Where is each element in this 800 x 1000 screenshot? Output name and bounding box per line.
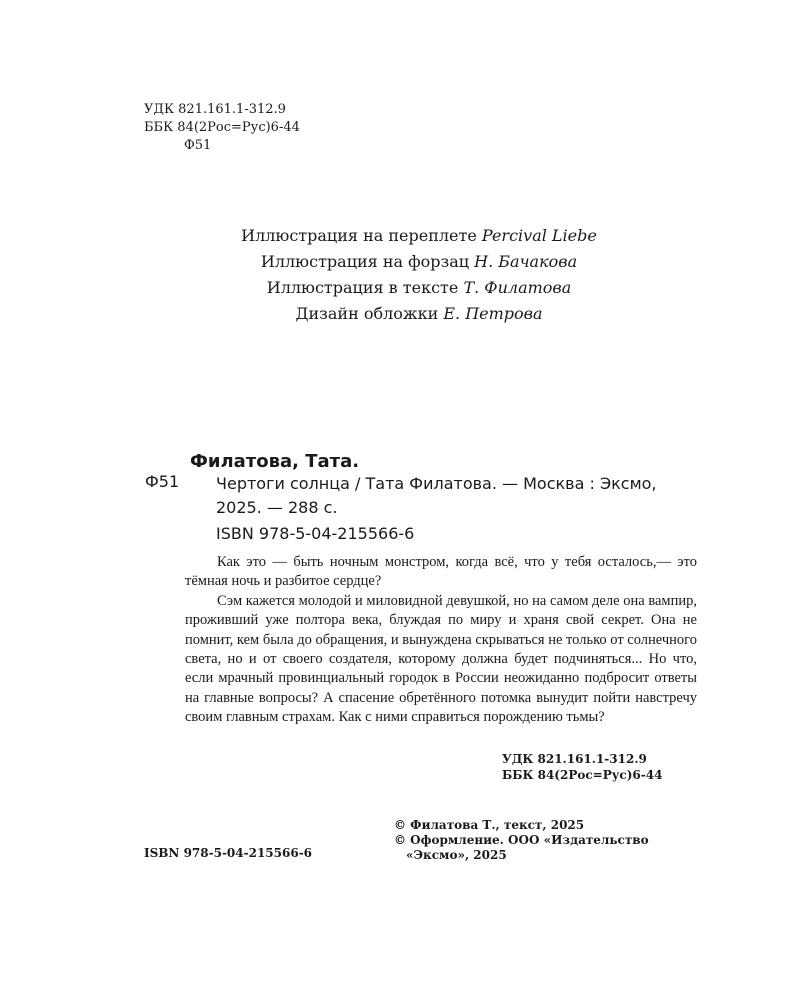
annotation [185, 553, 697, 728]
credit-name: Н. Бачакова [474, 252, 578, 271]
bottom-bbk-code: ББК 84(2Рос=Рус)6-44 [502, 768, 663, 782]
udk-code: УДК 821.161.1-312.9 [144, 102, 286, 117]
credit-name: Т. Филатова [463, 278, 572, 297]
bib-author-sign: Ф51 [145, 472, 180, 491]
credit-line-text-illustration [0, 275, 800, 301]
credit-line-endpaper [0, 249, 800, 275]
bib-title-line: Чертоги солнца / Тата Филатова. — Москва : Эксмо, 2025. — 288 с. [216, 474, 657, 517]
bottom-classification-codes [502, 751, 662, 783]
copyright-design: © Оформление. ООО «Издательство [394, 833, 649, 847]
credit-name: Percival Liebe [481, 226, 597, 245]
isbn-bottom: ISBN 978-5-04-215566-6 [144, 846, 313, 860]
credits-block [0, 223, 800, 327]
annotation-paragraph: Сэм кажется молодой и миловидной девушкой, но на самом деле она вампир, проживший уже полтора века, блуждая по миру и храня свой секрет. Она не помнит, кем была до обращения, и вынуждена скрываться не только от солнечного света, но и от своего создателя, которому должна будет подчиняться... Но что, если мрачный провинциальный городок в России неожиданно подбросит ответы на главные вопросы? А спасение обретённого потомка вынудит пойти навстречу своим главным страхам. Как с ними справиться порождению тьмы? [185, 592, 697, 726]
credit-label: Дизайн обложки [295, 304, 444, 323]
bottom-udk-code: УДК 821.161.1-312.9 [502, 752, 647, 766]
author-sign: Ф51 [184, 138, 212, 153]
top-classification-codes [144, 101, 300, 155]
bib-author: Филатова, Тата. [190, 451, 360, 472]
copyright-block [394, 818, 649, 863]
credit-label: Иллюстрация на форзац [260, 252, 475, 271]
credit-line-cover-design [0, 301, 800, 327]
credit-line-cover [0, 223, 800, 249]
credit-label: Иллюстрация на переплете [241, 226, 482, 245]
bbk-code: ББК 84(2Рос=Рус)6-44 [144, 120, 300, 135]
copyright-text: © Филатова Т., текст, 2025 [394, 818, 585, 832]
copyright-design-cont: «Эксмо», 2025 [406, 848, 507, 862]
credit-label: Иллюстрация в тексте [266, 278, 464, 297]
credit-name: Е. Петрова [443, 304, 543, 323]
annotation-paragraph: Как это — быть ночным монстром, когда всё, что у тебя осталось,— это тёмная ночь и разбитое сердце? [185, 554, 697, 590]
bib-isbn: ISBN 978-5-04-215566-6 [216, 524, 415, 543]
